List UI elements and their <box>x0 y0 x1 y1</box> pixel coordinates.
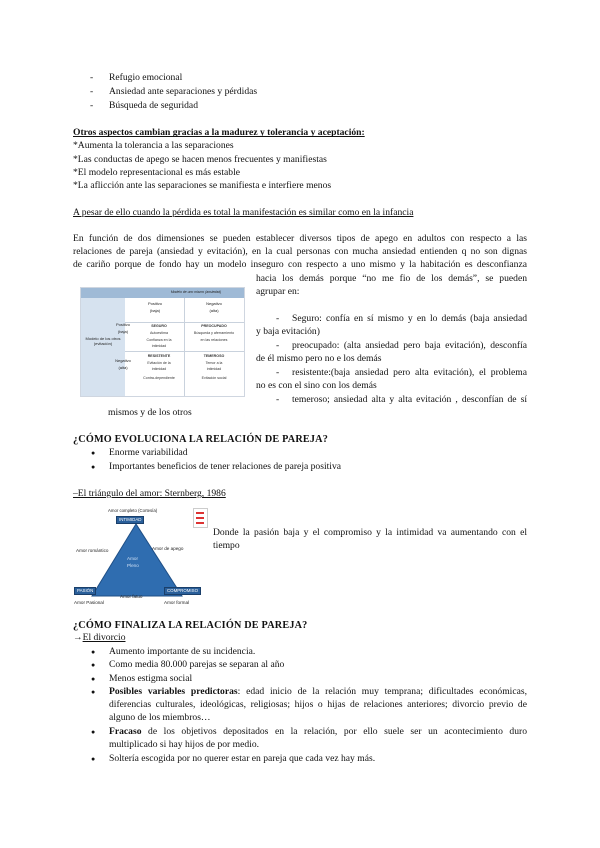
paragraph-line: relaciones de pareja (ansiedad y evitación), en la cual personas con mucha ansiedad entienden q no son dignas <box>73 246 527 257</box>
cell-preocupado: PREOCUPADO <box>201 324 227 328</box>
list-dash: - <box>90 86 94 97</box>
triangle-heading: –El triángulo del amor: Sternberg, 1986 <box>73 488 226 499</box>
type-line: no es con el sino con los demás <box>256 380 377 391</box>
otros-item: *El modelo representacional es más estable <box>73 167 241 178</box>
cell-text: Búsqueda y aferramiento <box>193 331 235 335</box>
tri-bottom-right: Amor formal <box>164 600 190 605</box>
type-line: resistente:(baja ansiedad pero alta evitación), el problema <box>292 367 527 378</box>
tri-left-label: Amor romántico <box>76 548 109 553</box>
list-item: ● Soltería escogida por no querer estar en pareja que cada vez hay más. <box>109 753 375 766</box>
list-item: ● Posibles variables predictoras: edad inicio de la relación muy temprana; dificultades económicas, <box>109 686 527 699</box>
type-line: Seguro: confía en sí mismo y en lo demás (baja ansiedad <box>292 313 527 324</box>
list-dash: - <box>90 100 94 111</box>
cell-text: Confianza en la <box>146 338 172 342</box>
love-triangle-diagram <box>72 508 207 608</box>
triangle-desc-line: Donde la pasión baja y el compromiso y la intimidad va aumentando con el <box>213 527 527 538</box>
list-item: ● Importantes beneficios de tener relaciones de pareja positiva <box>109 461 341 474</box>
list-item: ● Menos estigma social <box>109 673 192 686</box>
tri-center-1: Amor <box>127 556 138 561</box>
otros-item: *Las conductas de apego se hacen menos frecuentes y manifiestas <box>73 154 327 165</box>
table-row2b: (alta) <box>118 365 128 370</box>
type-line: preocupado: (alta ansiedad pero baja evitación), desconfía <box>292 340 527 351</box>
arrow-icon: → <box>73 632 83 643</box>
type-line: mismos y de los otros <box>108 407 192 418</box>
cell-text: intimidad <box>151 367 167 371</box>
cell-text: intimidad <box>151 344 167 348</box>
cell-seguro: SEGURO <box>151 324 167 328</box>
table-row1b: (baja) <box>117 329 129 334</box>
list-item-cont: multiplicado si hay hijos de por medio. <box>109 739 260 750</box>
list-item: ● Enorme variabilidad <box>109 447 188 460</box>
list-dash: - <box>90 72 94 83</box>
table-row2: Negativo <box>115 358 131 363</box>
list-item: ● Aumento importante de su incidencia. <box>109 646 255 659</box>
table-col2: Negativo <box>206 301 222 306</box>
table-title: Modelo de uno mismo (ansiedad) <box>170 290 222 294</box>
cell-text: en las relaciones <box>200 338 228 342</box>
otros-item: *Aumenta la tolerancia a las separaciones <box>73 140 234 151</box>
section-heading-evoluciona: ¿CÓMO EVOLUCIONA LA RELACIÓN DE PAREJA? <box>73 434 329 445</box>
otros-heading: Otros aspectos cambian gracias a la madurez y tolerancia y aceptación: <box>73 127 365 138</box>
underlined-sentence: A pesar de ello cuando la pérdida es total la manifestación es similar como en la infancia <box>73 207 414 218</box>
tri-top-label: Amor completo (Cortesía) <box>108 508 158 513</box>
tri-center-2: Pleno <box>127 563 139 568</box>
table-col1: Positivo <box>147 301 162 306</box>
tri-right-label: Amor de apego <box>152 546 184 551</box>
divorcio-subheading: →El divorcio <box>73 632 126 643</box>
paragraph-line: agrupar en: <box>256 286 300 297</box>
section-heading-finaliza: ¿CÓMO FINALIZA LA RELACIÓN DE PAREJA? <box>73 620 308 631</box>
list-dash: - <box>276 313 280 324</box>
list-dash: - <box>276 367 280 378</box>
cell-text: Autoestima <box>150 331 168 335</box>
tri-box-compromiso: COMPROMISO <box>164 587 201 595</box>
paragraph-line: de cariño porque de fondo hay un modelo inseguro con respecto a uno mismo y la habitación es desconfianza <box>73 259 527 270</box>
table-col2b: (alta) <box>209 308 219 313</box>
cell-temeroso: TEMEROSO <box>203 354 225 358</box>
cell-text: Evitación de la <box>147 361 171 365</box>
cell-resistente: RESISTENTE <box>147 354 171 358</box>
type-line: de él mismo pero no e los demás <box>256 353 382 364</box>
paragraph-line: hacia los demás porque “no me fio de los demás”, se pueden <box>256 273 527 284</box>
tri-box-intimidad: INTIMIDAD <box>116 516 144 524</box>
list-item: Ansiedad ante separaciones y pérdidas <box>109 86 258 97</box>
paragraph-line: En función de dos dimensiones se pueden establecer diversos tipos de apego en adultos con respecto a las <box>73 233 527 244</box>
list-item-cont: diferencias culturales, ideológicas, religiosas; hijos o hijas de relaciones anteriores; divorcio previo de <box>109 699 527 710</box>
table-col1b: (baja) <box>149 308 161 313</box>
cell-text: Evitación social <box>201 376 227 380</box>
tri-box-pasion: PASIÓN <box>74 587 96 595</box>
tri-bottom-left: Amor Pasional <box>74 600 104 605</box>
cell-text: Temor a la <box>205 361 223 365</box>
list-item: ● Fracaso de los objetivos depositados en la relación, por ello suele ser un acontecimiento duro <box>109 726 527 739</box>
table-row1: Positivo <box>115 322 130 327</box>
list-item-cont: alguno de los miembros… <box>109 712 211 723</box>
type-line: y baja evitación) <box>256 326 320 337</box>
list-dash: - <box>276 394 280 405</box>
list-item: ● Como media 80.000 parejas se separan al año <box>109 659 284 672</box>
triangle-desc-line: tiempo <box>213 540 240 551</box>
otros-item: *La aflicción ante las separaciones se manifiesta e interfiere menos <box>73 180 332 191</box>
cell-text: intimidad <box>206 367 222 371</box>
diagram-legend <box>193 508 208 528</box>
list-item: Refugio emocional <box>109 72 183 83</box>
table-row-label: Modelo de los otros (evitación) <box>85 336 121 347</box>
list-item: Búsqueda de seguridad <box>109 100 198 111</box>
type-line: temeroso; ansiedad alta y alta evitación , desconfían de sí <box>292 394 527 405</box>
tri-bottom-mid: Amor fatuo <box>120 594 143 599</box>
attachment-model-table <box>80 287 245 397</box>
cell-text: Contra-dependiente <box>143 376 175 380</box>
list-dash: - <box>276 340 280 351</box>
